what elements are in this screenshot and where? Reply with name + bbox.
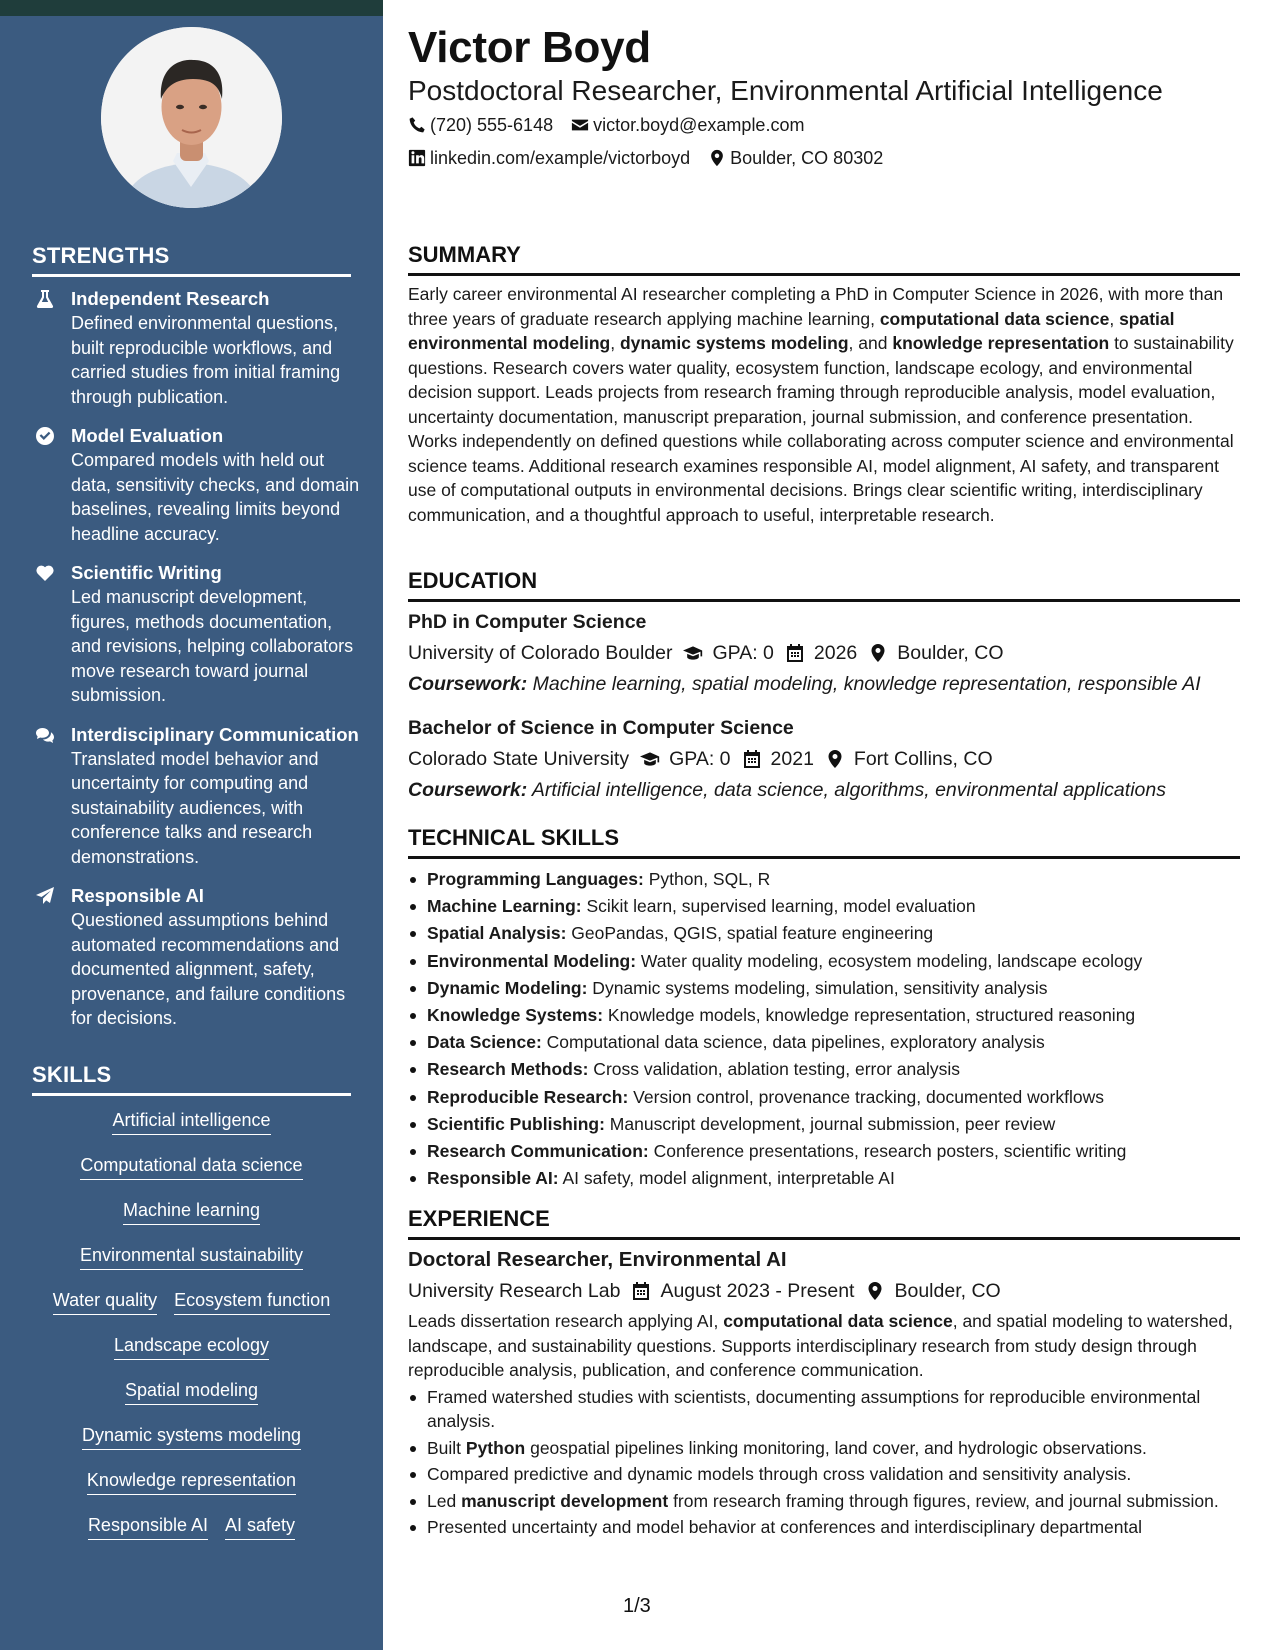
paper-plane-icon bbox=[35, 886, 55, 906]
technical-skill-item bbox=[408, 1165, 1240, 1192]
technical-skill-item bbox=[408, 1002, 1240, 1029]
strength-title: Scientific Writing bbox=[71, 562, 222, 583]
school-name: Colorado State University bbox=[408, 748, 630, 770]
skill-values: Dynamic systems modeling, simulation, sensitivity analysis bbox=[587, 977, 1048, 998]
bullet-text: Led bbox=[427, 1490, 462, 1511]
envelope-icon bbox=[571, 116, 589, 134]
strength-description: Led manuscript development, figures, methods documentation, and revisions, helping collaborators move research toward journal submission. bbox=[71, 587, 354, 705]
skill-row bbox=[32, 1108, 351, 1153]
contact-line bbox=[408, 113, 822, 137]
location-text: Boulder, CO 80302 bbox=[730, 148, 884, 168]
contact-email[interactable] bbox=[571, 113, 804, 137]
map-marker-icon bbox=[708, 149, 726, 167]
technical-skill-item bbox=[408, 920, 1240, 947]
job-location: Boulder, CO bbox=[894, 1280, 1001, 1302]
summary-keyword: spatial environmental modeling bbox=[408, 308, 1175, 353]
skill-values: Scikit learn, supervised learning, model evaluation bbox=[581, 896, 976, 917]
sidebar bbox=[0, 0, 383, 1650]
coursework bbox=[408, 671, 1240, 697]
degree-title: PhD in Computer Science bbox=[408, 611, 647, 633]
job-bullet bbox=[408, 1489, 1240, 1514]
skill-tag: Landscape ecology bbox=[114, 1333, 269, 1360]
skill-category: Research Communication: bbox=[427, 1141, 649, 1162]
strength-title: Responsible AI bbox=[71, 885, 204, 906]
sidebar-top-bar bbox=[0, 0, 383, 16]
email-text: victor.boyd@example.com bbox=[593, 115, 805, 135]
job-description bbox=[408, 1309, 1240, 1383]
summary-segment: , and bbox=[848, 333, 893, 353]
technical-skill-item bbox=[408, 1138, 1240, 1165]
job-bullet bbox=[408, 1462, 1240, 1487]
map-marker-icon bbox=[868, 643, 888, 663]
map-marker-icon bbox=[865, 1281, 885, 1301]
summary-segment: , bbox=[1109, 308, 1120, 329]
gpa-text: GPA: 0 bbox=[669, 748, 731, 770]
strength-description: Questioned assumptions behind automated recommendations and documented alignment, safety, provenance, and failure conditions for decisions. bbox=[71, 910, 346, 1028]
strength-title: Independent Research bbox=[71, 288, 270, 309]
skill-category: Scientific Publishing: bbox=[427, 1113, 605, 1134]
strength-description: Compared models with held out data, sensitivity checks, and domain baselines, revealing limits beyond headline accuracy. bbox=[71, 450, 360, 544]
bullet-text: from research framing through figures, review, and journal submission. bbox=[668, 1490, 1219, 1511]
skill-category: Reproducible Research: bbox=[427, 1086, 629, 1107]
graduation-year: 2026 bbox=[813, 642, 858, 664]
contact-phone[interactable] bbox=[408, 113, 553, 137]
skill-category: Responsible AI: bbox=[427, 1168, 559, 1189]
graduation-year: 2021 bbox=[770, 748, 814, 770]
skills-heading: SKILLS bbox=[32, 1062, 351, 1096]
bullet-keyword: Python bbox=[465, 1437, 526, 1458]
comments-icon bbox=[35, 725, 55, 745]
skill-values: Computational data science, data pipelines, exploratory analysis bbox=[541, 1032, 1045, 1053]
bullet-text: Presented uncertainty and model behavior at conferences and interdisciplinary departmental bbox=[427, 1517, 1143, 1537]
graduation-cap-icon bbox=[640, 749, 660, 769]
skill-values: Python, SQL, R bbox=[643, 869, 771, 889]
bullet-text: Built bbox=[427, 1437, 466, 1458]
skill-row bbox=[32, 1333, 351, 1378]
skill-category: Spatial Analysis: bbox=[427, 923, 567, 944]
linkedin-text: linkedin.com/example/victorboyd bbox=[430, 148, 691, 168]
organization-name: University Research Lab bbox=[408, 1280, 621, 1302]
strength-item bbox=[30, 723, 360, 870]
bullet-text: geospatial pipelines linking monitoring, land cover, and hydrologic observations. bbox=[525, 1437, 1147, 1458]
technical-skills-heading: TECHNICAL SKILLS bbox=[408, 824, 1240, 859]
skill-category: Dynamic Modeling: bbox=[427, 977, 588, 998]
skill-tag: Ecosystem function bbox=[174, 1288, 330, 1315]
skill-values: Water quality modeling, ecosystem modeling, landscape ecology bbox=[636, 950, 1143, 971]
contact-linkedin[interactable] bbox=[408, 146, 690, 170]
strength-item bbox=[30, 287, 360, 409]
strength-item bbox=[30, 561, 360, 708]
summary-keyword: dynamic systems modeling bbox=[619, 333, 849, 353]
skill-category: Machine Learning: bbox=[427, 896, 582, 917]
calendar-icon bbox=[631, 1281, 651, 1301]
skill-row bbox=[32, 1423, 351, 1468]
education-heading: EDUCATION bbox=[408, 567, 1240, 602]
linkedin-icon bbox=[408, 149, 426, 167]
skill-tag: Water quality bbox=[53, 1288, 157, 1315]
technical-skill-item bbox=[408, 1056, 1240, 1083]
strength-item bbox=[30, 424, 360, 546]
strength-title: Model Evaluation bbox=[71, 425, 224, 446]
technical-skills-list bbox=[408, 866, 1240, 1192]
skill-values: Version control, provenance tracking, documented workflows bbox=[628, 1086, 1104, 1107]
skill-row bbox=[32, 1153, 351, 1198]
experience-entry bbox=[408, 1247, 1240, 1542]
skill-row bbox=[32, 1243, 351, 1288]
coursework-label: Coursework: bbox=[408, 779, 528, 801]
skill-tag: Artificial intelligence bbox=[112, 1108, 270, 1135]
bullet-keyword: manuscript development bbox=[461, 1490, 669, 1511]
skill-values: GeoPandas, QGIS, spatial feature engineering bbox=[566, 923, 934, 944]
candidate-headline: Postdoctoral Researcher, Environmental Artificial Intelligence bbox=[408, 75, 1163, 106]
experience-heading: EXPERIENCE bbox=[408, 1205, 1240, 1240]
technical-skill-item bbox=[408, 1029, 1240, 1056]
school-name: University of Colorado Boulder bbox=[408, 642, 673, 664]
skill-tag: Responsible AI bbox=[88, 1513, 208, 1540]
summary-keyword: computational data science bbox=[879, 308, 1110, 329]
calendar-icon bbox=[742, 749, 762, 769]
heart-icon bbox=[35, 563, 55, 583]
map-marker-icon bbox=[825, 749, 845, 769]
job-bullet bbox=[408, 1515, 1240, 1540]
summary-keyword: knowledge representation bbox=[892, 333, 1110, 353]
contact-location bbox=[708, 146, 883, 170]
summary-text bbox=[408, 282, 1240, 527]
education-meta bbox=[408, 640, 1240, 666]
skill-values: Knowledge models, knowledge representation, structured reasoning bbox=[603, 1005, 1136, 1026]
skill-tag: Knowledge representation bbox=[87, 1468, 296, 1495]
strengths-list bbox=[30, 287, 360, 1046]
contact-line bbox=[408, 146, 901, 170]
skill-values: Cross validation, ablation testing, error analysis bbox=[588, 1059, 961, 1080]
bullet-text: Framed watershed studies with scientists, documenting assumptions for reproducible environmental analysis. bbox=[427, 1386, 1201, 1431]
coursework-label: Coursework: bbox=[408, 673, 528, 695]
skill-tag: Spatial modeling bbox=[125, 1378, 258, 1405]
education-entry bbox=[408, 609, 1240, 697]
description-segment: , and spatial modeling to watershed, landscape, and sustainability questions. Supports interdisciplinary research from study design through reproducible analysis, publication, and conference communication. bbox=[408, 1311, 1233, 1380]
skill-category: Programming Languages: bbox=[427, 869, 644, 889]
experience-meta bbox=[408, 1278, 1240, 1304]
skill-category: Knowledge Systems: bbox=[427, 1005, 604, 1026]
skill-values: Conference presentations, research posters, scientific writing bbox=[648, 1141, 1127, 1162]
strength-item bbox=[30, 884, 360, 1031]
school-location: Fort Collins, CO bbox=[853, 748, 993, 770]
skill-row bbox=[32, 1198, 351, 1243]
degree-title: Bachelor of Science in Computer Science bbox=[408, 717, 794, 739]
phone-icon bbox=[408, 116, 426, 134]
technical-skill-item bbox=[408, 948, 1240, 975]
skill-row bbox=[32, 1468, 351, 1513]
school-location: Boulder, CO bbox=[897, 642, 1004, 664]
gpa-text: GPA: 0 bbox=[712, 642, 774, 664]
skills-list bbox=[32, 1108, 351, 1558]
calendar-icon bbox=[785, 643, 805, 663]
technical-skill-item bbox=[408, 866, 1240, 893]
skill-tag: Dynamic systems modeling bbox=[82, 1423, 301, 1450]
strength-description: Defined environmental questions, built reproducible workflows, and carried studies from initial framing through publication. bbox=[71, 313, 341, 407]
skill-tag: Machine learning bbox=[123, 1198, 260, 1225]
technical-skill-item bbox=[408, 1084, 1240, 1111]
skill-category: Environmental Modeling: bbox=[427, 950, 637, 971]
education-meta bbox=[408, 746, 1240, 772]
summary-segment: , bbox=[610, 333, 620, 353]
job-bullet bbox=[408, 1385, 1240, 1434]
skill-tag: AI safety bbox=[225, 1513, 295, 1540]
job-title: Doctoral Researcher, Environmental AI bbox=[408, 1248, 787, 1271]
skill-values: AI safety, model alignment, interpretable AI bbox=[558, 1168, 895, 1189]
phone-text: (720) 555-6148 bbox=[430, 115, 554, 135]
profile-photo bbox=[101, 27, 282, 208]
coursework-text: Artificial intelligence, data science, algorithms, environmental applications bbox=[527, 779, 1166, 801]
candidate-name: Victor Boyd bbox=[408, 23, 651, 72]
job-bullet bbox=[408, 1436, 1240, 1461]
strengths-heading: STRENGTHS bbox=[32, 243, 351, 277]
coursework-text: Machine learning, spatial modeling, knowledge representation, responsible AI bbox=[527, 673, 1201, 695]
job-bullets bbox=[408, 1385, 1240, 1540]
skill-row bbox=[32, 1288, 351, 1333]
page-number: 1/3 bbox=[623, 1595, 651, 1617]
skill-row bbox=[32, 1513, 351, 1558]
strength-title: Interdisciplinary Communication bbox=[71, 723, 359, 745]
skill-values: Manuscript development, journal submission, peer review bbox=[604, 1113, 1056, 1134]
description-segment: Leads dissertation research applying AI, bbox=[408, 1311, 724, 1331]
skill-tag: Computational data science bbox=[80, 1153, 302, 1180]
summary-heading: SUMMARY bbox=[408, 241, 1240, 276]
job-dates: August 2023 - Present bbox=[660, 1280, 855, 1302]
summary-segment: Early career environmental AI researcher completing a PhD in Computer Science in 2026, with more than three years of graduate research applying machine learning, bbox=[408, 284, 1224, 329]
technical-skill-item bbox=[408, 893, 1240, 920]
technical-skill-item bbox=[408, 975, 1240, 1002]
coursework bbox=[408, 777, 1240, 803]
education-entry bbox=[408, 715, 1240, 803]
skill-category: Data Science: bbox=[427, 1032, 542, 1053]
summary-segment: to sustainability questions. Research covers water quality, ecosystem function, landscape ecology, and environmental decision support. Leads projects from research framing through reproducible analysis, model evaluation, uncertainty documentation, manuscript preparation, journal submission, and conference presentation. Works independently on defined questions while collaborating across computer science and environmental science teams. Additional research examines responsible AI, model alignment, AI safety, and transparent use of computational outputs in environmental decisions. Brings clear scientific writing, interdisciplinary communication, and a thoughtful approach to useful, interpretable research. bbox=[408, 333, 1234, 525]
skill-category: Research Methods: bbox=[427, 1059, 589, 1080]
bullet-text: Compared predictive and dynamic models through cross validation and sensitivity analysis. bbox=[427, 1464, 1132, 1484]
check-circle-icon bbox=[35, 426, 55, 446]
skill-tag: Environmental sustainability bbox=[80, 1243, 303, 1270]
strength-description: Translated model behavior and uncertainty for computing and sustainability audiences, with conference talks and research demonstrations. bbox=[71, 748, 319, 867]
graduation-cap-icon bbox=[683, 643, 703, 663]
flask-icon bbox=[35, 289, 55, 309]
skill-row bbox=[32, 1378, 351, 1423]
description-keyword: computational data science bbox=[723, 1311, 953, 1331]
technical-skill-item bbox=[408, 1111, 1240, 1138]
